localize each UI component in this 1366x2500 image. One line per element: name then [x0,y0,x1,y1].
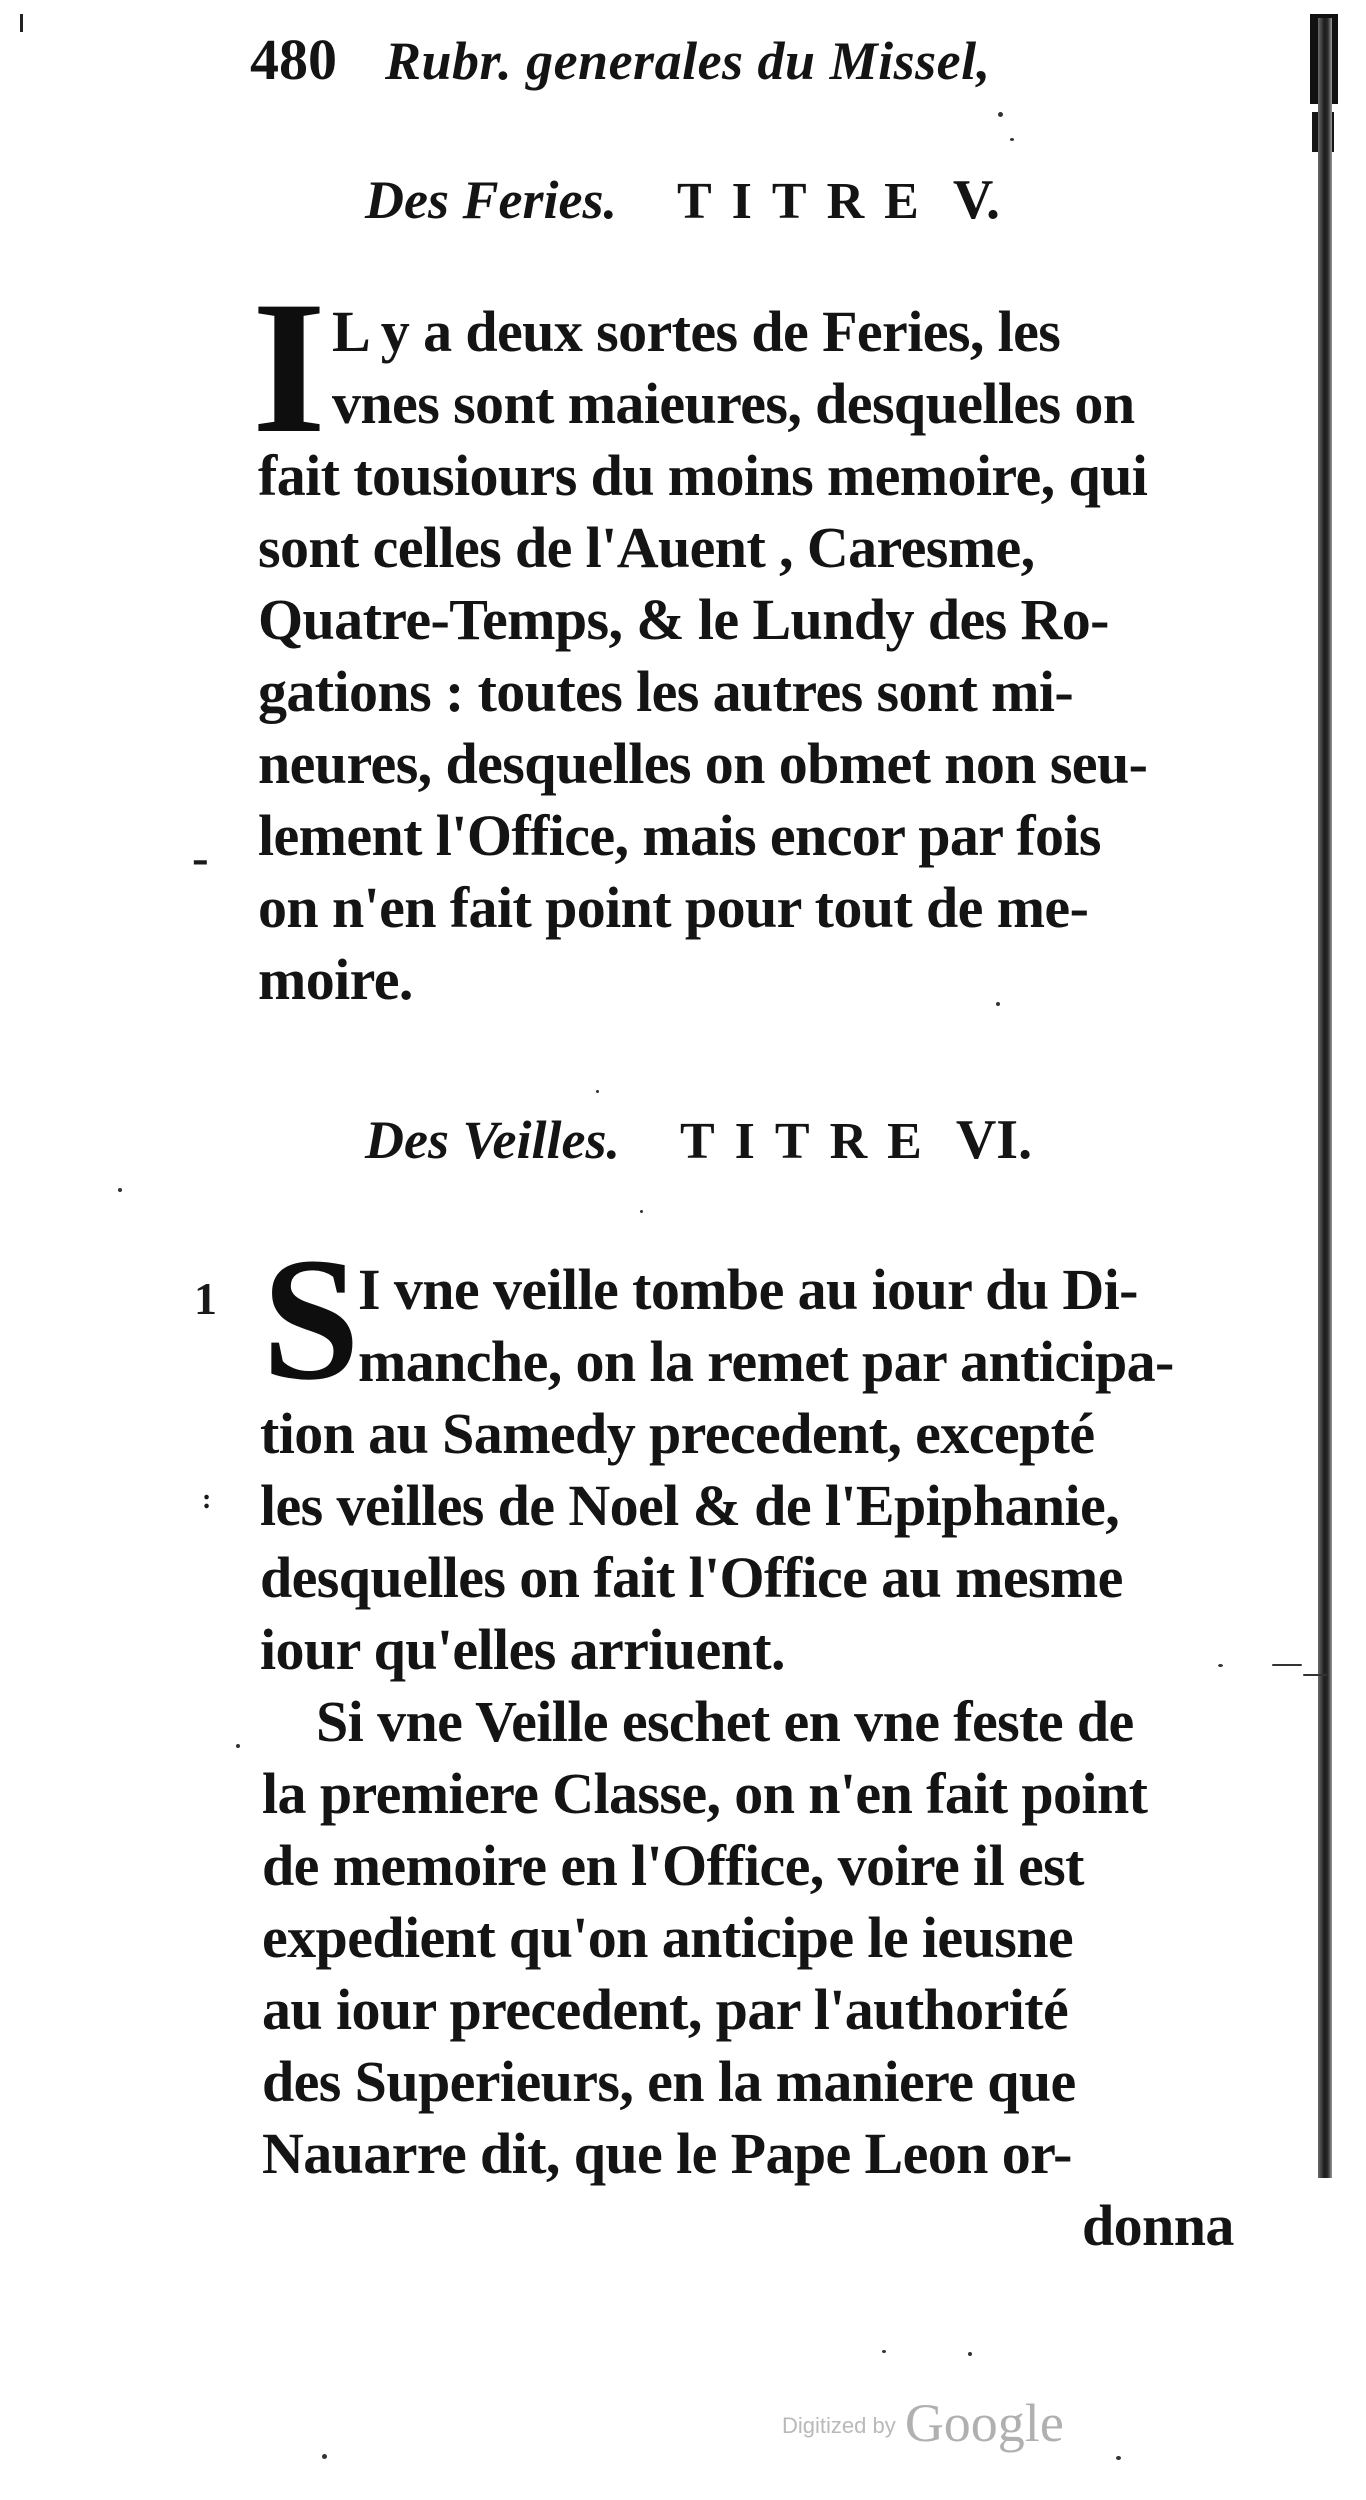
text-line: on n'en fait point pour tout de me- [258,875,1089,940]
section-heading-feries [365,160,1245,240]
text-line: fait tousiours du moins memoire, qui [258,443,1148,508]
speck [1303,1674,1327,1676]
watermark-prefix: Digitized by [782,2413,896,2438]
speck [998,112,1003,117]
margin-dots: : [202,1484,214,1515]
section-number: V. [952,169,1001,231]
speck [1272,1664,1302,1666]
speck [1010,138,1014,141]
section-name: Des Veilles. [365,1110,620,1170]
text-line: la premiere Classe, on n'en fait point [262,1761,1148,1826]
speck [1218,1664,1223,1667]
speck [882,2350,886,2353]
text-line: L y a deux sortes de Feries, les [332,299,1061,364]
section-label: TITRE [676,173,939,230]
text-line: les veilles de Noel & de l'Epiphanie, [260,1473,1120,1538]
text-line: lement l'Office, mais encor par fois [258,803,1101,868]
text-line: vnes sont maieures, desquelles on [332,371,1135,436]
running-title: Rubr. generales du Missel, [385,31,991,91]
speck [236,1744,240,1748]
text-line: Nauarre dit, que le Pape Leon or- [262,2121,1072,2186]
speck [596,1090,599,1093]
text-line: sont celles de l'Auent , Caresme, [258,515,1035,580]
text-line: tion au Samedy precedent, excepté [260,1401,1095,1466]
text-line: moire. [258,947,413,1012]
speck [322,2454,327,2459]
running-head [250,20,1150,100]
margin-dash: - [192,829,209,885]
text-line: manche, on la remet par anticipa- [358,1329,1174,1394]
text-line: I vne veille tombe au iour du Di- [358,1257,1138,1322]
text-line: desquelles on fait l'Office au mesme [260,1545,1123,1610]
margin-number: 1 [194,1273,217,1324]
text-line: de memoire en l'Office, voire il est [262,1833,1084,1898]
speck [968,2352,972,2356]
text-line: neures, desquelles on obmet non seu- [258,731,1148,796]
section-number: VI. [955,1109,1033,1171]
drop-cap: I [252,263,326,473]
page-edge-shadow [1318,18,1332,2178]
section-label: TITRE [679,1113,942,1170]
section-name: Des Feries. [365,170,617,230]
speck [118,1188,122,1192]
text-line: gations : toutes les autres sont mi- [258,659,1074,724]
text-line: iour qu'elles arriuent. [260,1617,785,1682]
text-line: Quatre-Temps, & le Lundy des Ro- [258,587,1109,652]
section-heading-veilles [365,1100,1245,1180]
page-mark [20,14,23,32]
drop-cap: S [262,1222,360,1417]
speck [1116,2456,1121,2460]
speck [996,1002,1000,1006]
speck [640,1210,643,1213]
text-line: donna [1082,2193,1234,2258]
digitized-watermark [782,2392,1064,2462]
text-line: Si vne Veille eschet en vne feste de [316,1689,1134,1754]
page-number: 480 [250,27,337,92]
watermark-brand: Google [904,2393,1064,2453]
text-line: au iour precedent, par l'authorité [262,1977,1069,2042]
text-line: des Superieurs, en la maniere que [262,2049,1076,2114]
text-line: expedient qu'on anticipe le ieusne [262,1905,1073,1970]
